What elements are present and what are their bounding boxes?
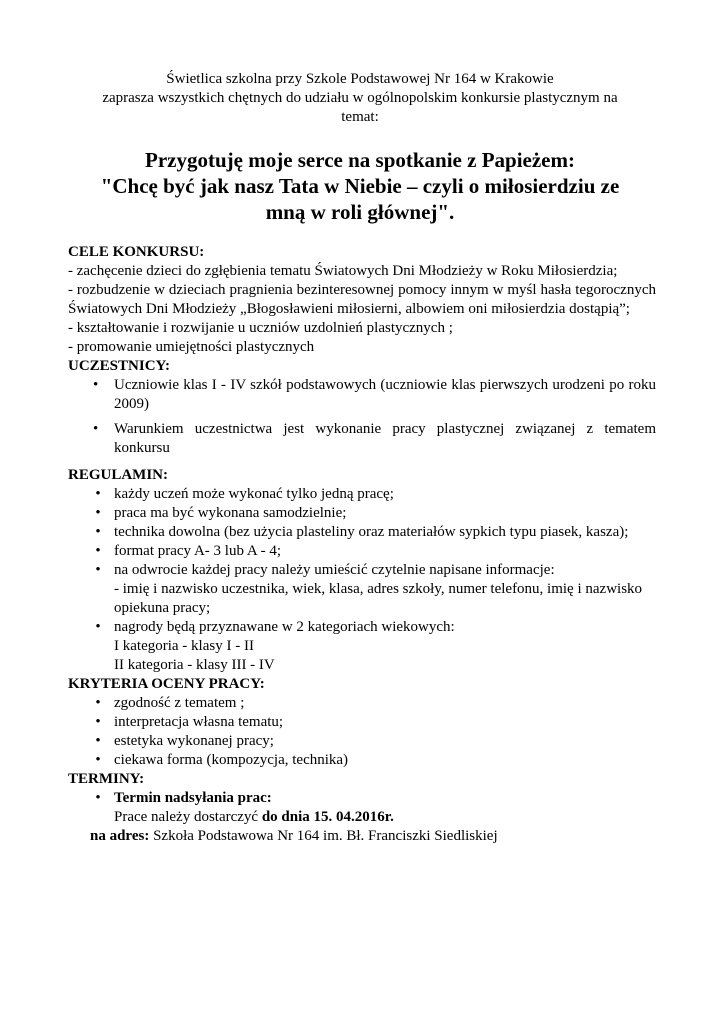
bullet-icon: • xyxy=(95,619,101,635)
list-item xyxy=(68,420,656,458)
bullet-icon: • xyxy=(95,714,101,730)
list-item-text: interpretacja własna tematu; xyxy=(114,714,284,730)
list-item-text: nagrody będą przyznawane w 2 kategoriach wiekowych: xyxy=(114,619,455,635)
list-item xyxy=(68,713,656,732)
uczestnicy-list xyxy=(68,376,656,458)
list-item xyxy=(68,751,656,770)
kryteria-list xyxy=(68,694,656,770)
list-item xyxy=(68,694,656,713)
list-item-text: każdy uczeń może wykonać tylko jedną pracę; xyxy=(114,486,394,502)
bullet-icon: • xyxy=(95,752,101,768)
list-item-text: format pracy A- 3 lub A - 4; xyxy=(114,543,282,559)
info-detail-text: - imię i nazwisko uczestnika, wiek, klasa, adres szkoły, numer telefonu, imię i nazwisko opiekuna pracy; xyxy=(114,581,643,616)
terminy-heading: TERMINY: xyxy=(68,771,145,787)
cele-item: - promowanie umiejętności plastycznych xyxy=(68,339,315,355)
regulamin-heading: REGULAMIN: xyxy=(68,467,168,483)
list-item-text: Warunkiem uczestnictwa jest wykonanie pracy plastycznej związanej z tematem konkursu xyxy=(114,421,656,456)
bullet-icon: • xyxy=(95,562,101,578)
cele-item: - kształtowanie i rozwijanie u uczniów uzdolnień plastycznych ; xyxy=(68,320,453,336)
document-body xyxy=(68,243,656,846)
list-item xyxy=(68,523,656,542)
list-item-text: praca ma być wykonana samodzielnie; xyxy=(114,505,347,521)
title-line-3: mną w roli głównej". xyxy=(265,200,455,224)
list-item-text: technika dowolna (bez użycia plasteliny oraz materiałów sypkich typu piasek, kasza); xyxy=(114,524,629,540)
intro-line-1: Świetlica szkolna przy Szkole Podstawowej Nr 164 w Krakowie xyxy=(166,71,554,87)
bullet-icon: • xyxy=(93,421,99,437)
intro-line-3: temat: xyxy=(341,109,379,125)
address-label: na adres: xyxy=(90,828,150,844)
deliver-text: Prace należy dostarczyć xyxy=(114,809,259,825)
terminy-list xyxy=(68,789,656,827)
deadline-label: Termin nadsyłania prac: xyxy=(114,790,272,806)
uczestnicy-heading: UCZESTNICY: xyxy=(68,358,170,374)
bullet-icon: • xyxy=(95,733,101,749)
cele-item: - rozbudzenie w dzieciach pragnienia bezinteresownej pomocy innym w myśl hasła tegorocznych Światowych Dni Młodzieży „Błogosławieni miłosierni, albowiem oni miłosierdzia dostąpią”; xyxy=(68,282,656,317)
list-item xyxy=(68,485,656,504)
bullet-icon: • xyxy=(95,505,101,521)
cele-heading: CELE KONKURSU: xyxy=(68,244,205,260)
list-item xyxy=(68,561,656,618)
contest-title xyxy=(60,147,660,225)
list-item xyxy=(68,376,656,414)
address-text: Szkoła Podstawowa Nr 164 im. Bł. Franciszki Siedliskiej xyxy=(153,828,498,844)
bullet-icon: • xyxy=(95,543,101,559)
deliver-line xyxy=(114,808,656,827)
address-line xyxy=(68,827,656,846)
list-item-text: estetyka wykonanej pracy; xyxy=(114,733,274,749)
list-item xyxy=(68,542,656,561)
list-item-text: Uczniowie klas I - IV szkół podstawowych (uczniowie klas pierwszych urodzeni po roku 2009) xyxy=(114,377,656,412)
category-1-text: I kategoria - klasy I - II xyxy=(114,638,254,654)
list-item xyxy=(68,504,656,523)
bullet-icon: • xyxy=(95,486,101,502)
list-item-text: zgodność z tematem ; xyxy=(114,695,245,711)
intro-block xyxy=(60,70,660,127)
list-item xyxy=(68,789,656,827)
intro-line-2: zaprasza wszystkich chętnych do udziału w ogólnopolskim konkursie plastycznym na xyxy=(102,90,618,106)
regulamin-list xyxy=(68,485,656,675)
deliver-date: do dnia 15. 04.2016r. xyxy=(261,809,394,825)
list-item-text: na odwrocie każdej pracy należy umieścić czytelnie napisane informacje: xyxy=(114,562,555,578)
list-item xyxy=(68,732,656,751)
list-item xyxy=(68,618,656,675)
bullet-icon: • xyxy=(95,524,101,540)
bullet-icon: • xyxy=(93,377,99,393)
cele-item: - zachęcenie dzieci do zgłębienia tematu Światowych Dni Młodzieży w Roku Miłosierdzia; xyxy=(68,263,618,279)
kryteria-heading: KRYTERIA OCENY PRACY: xyxy=(68,676,265,692)
title-line-2: "Chcę być jak nasz Tata w Niebie – czyli o miłosierdziu ze xyxy=(100,174,620,198)
bullet-icon: • xyxy=(95,790,101,806)
title-line-1: Przygotuję moje serce na spotkanie z Papieżem: xyxy=(145,148,575,172)
list-item-text: ciekawa forma (kompozycja, technika) xyxy=(114,752,349,768)
bullet-icon: • xyxy=(95,695,101,711)
category-2-text: II kategoria - klasy III - IV xyxy=(114,657,275,673)
